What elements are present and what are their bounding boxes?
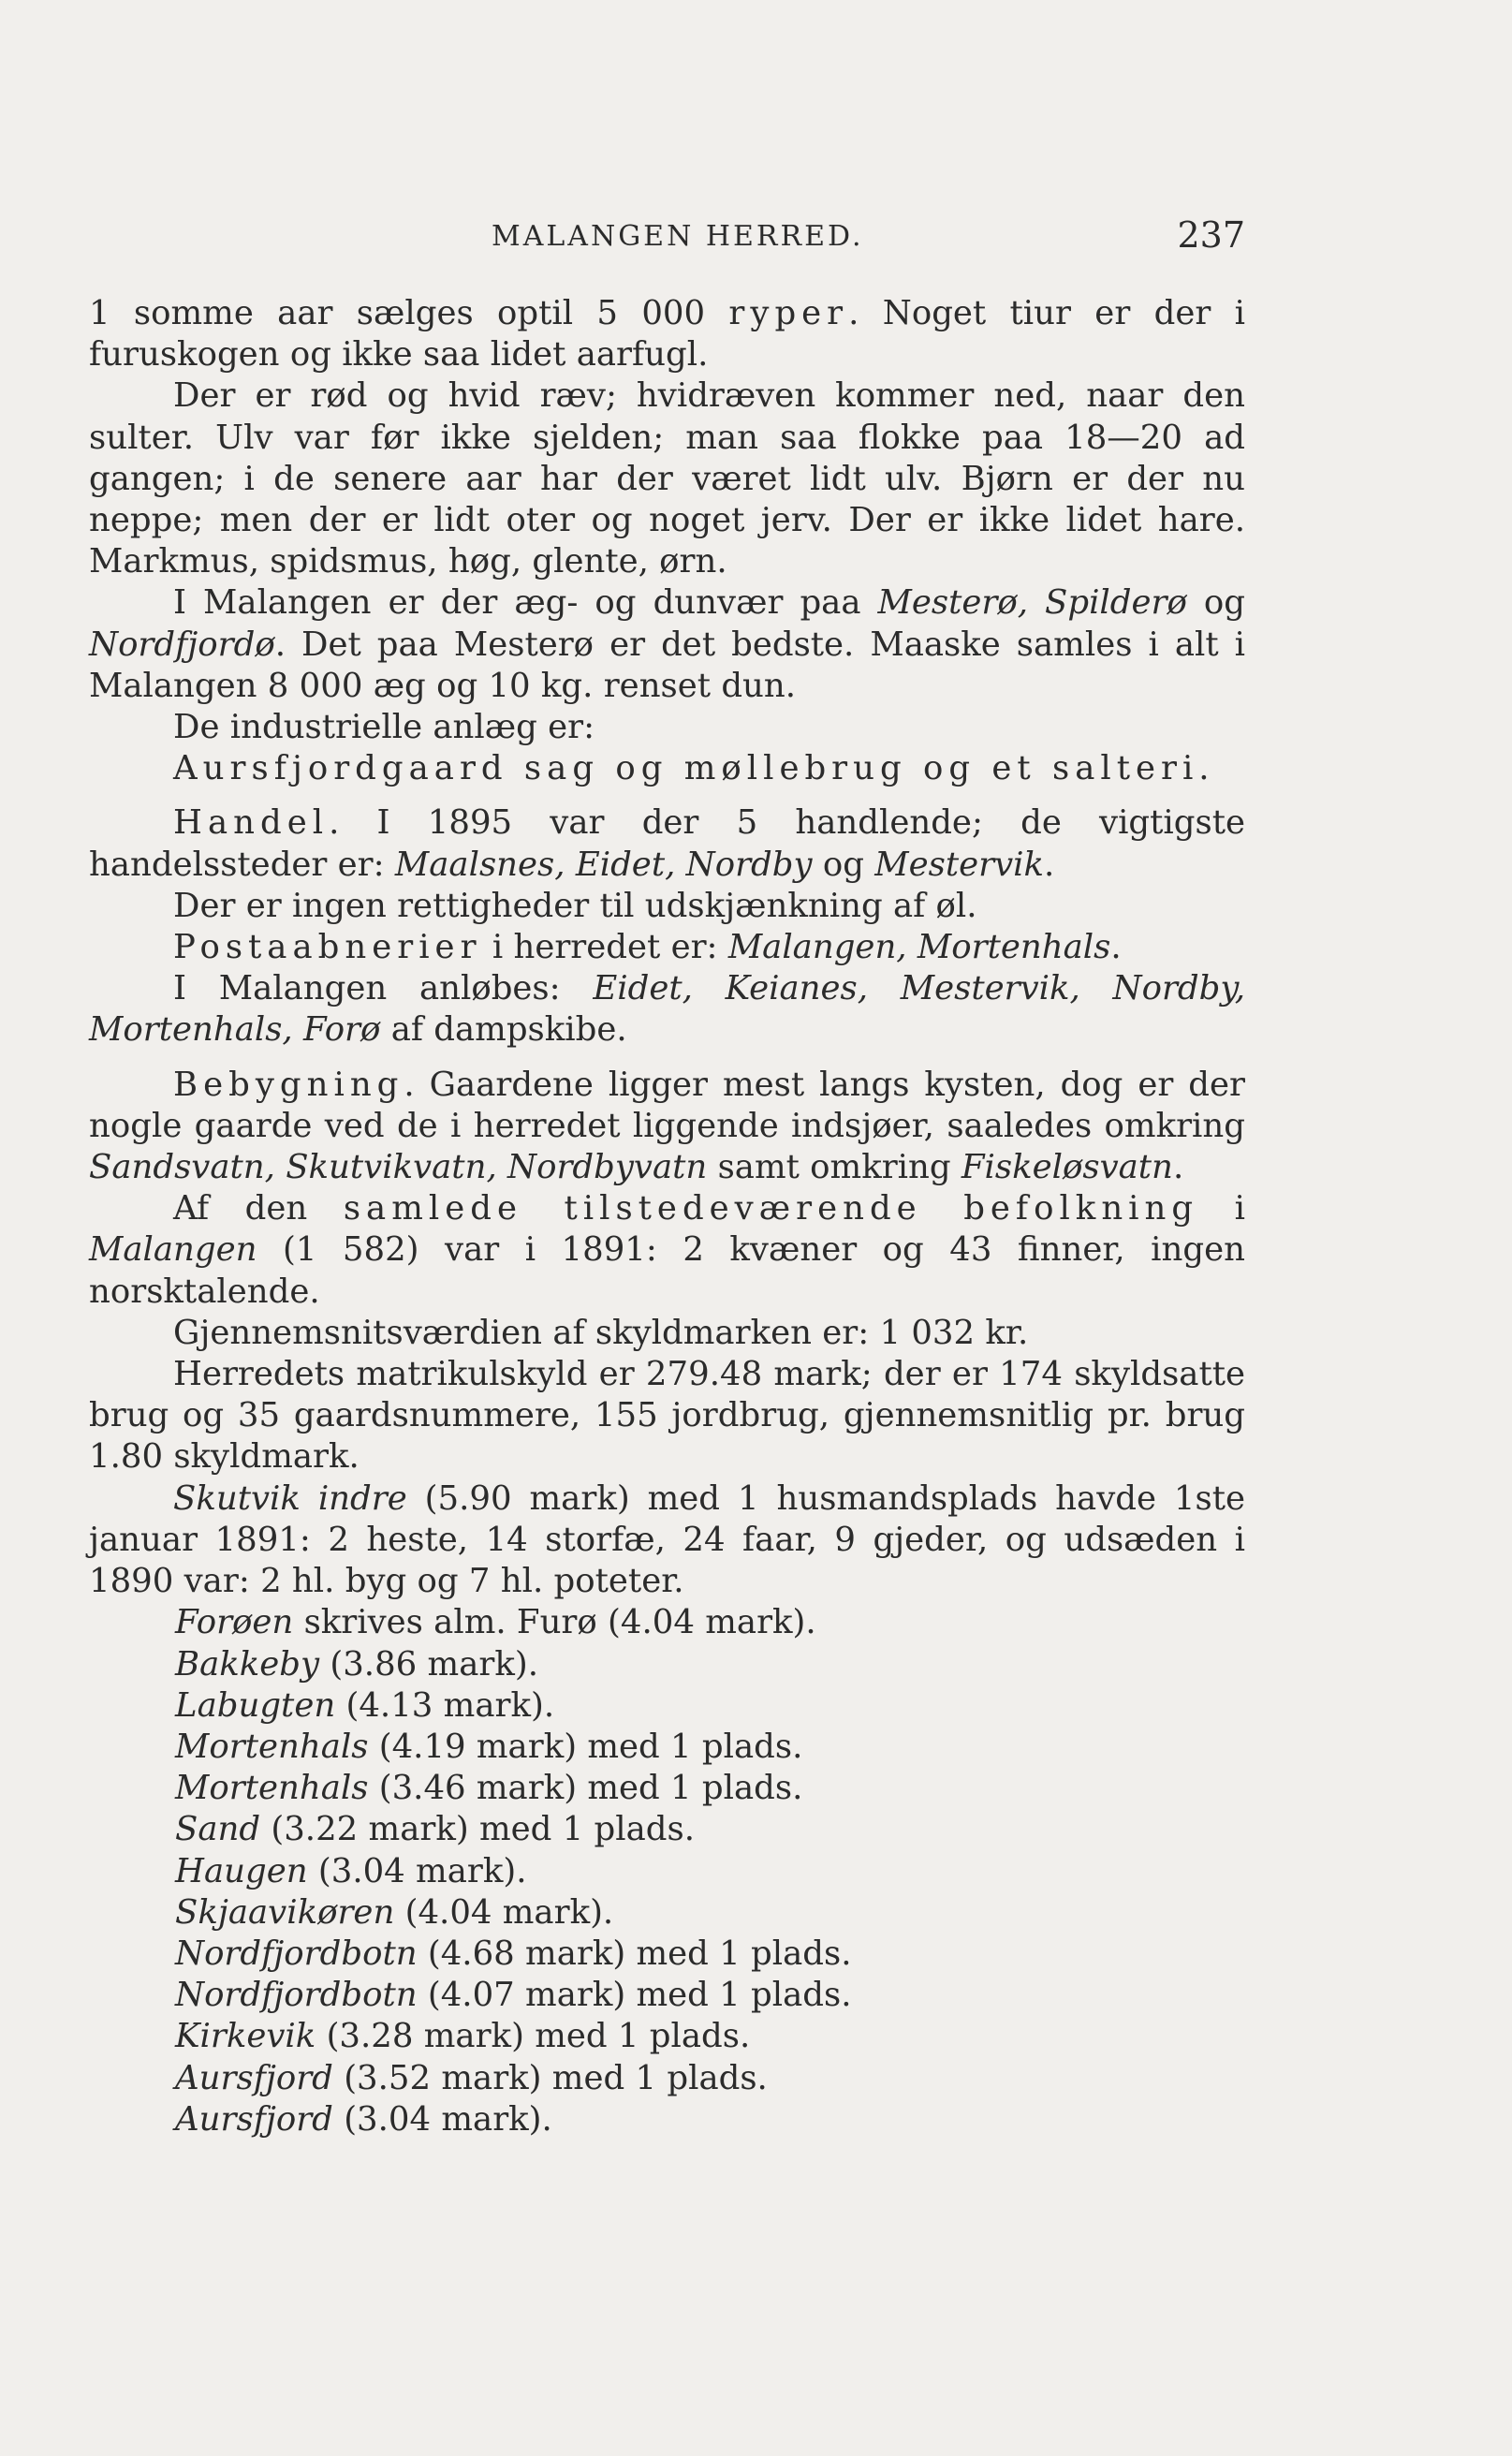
farm-entry (89, 1768, 1245, 1809)
farm-name: Haugen (175, 1851, 308, 1890)
farm-details: (3.46 mark) med 1 plads. (368, 1769, 803, 1808)
paragraph-licenses: Der er ingen rettigheder til udskjænkning af øl. (173, 886, 977, 925)
farm-entry (89, 1809, 1245, 1850)
paragraph-industry: De industrielle anlæg er: (173, 708, 595, 747)
page-header (89, 214, 1245, 261)
farm-name: Labugten (175, 1685, 336, 1725)
paragraph-game: 1 somme aar sælges optil 5 000 ryper. Noget tiur er der i furuskogen og ikke saa lidet aarfugl. (89, 294, 1246, 375)
paragraph-trade: Handel. I 1895 var der 5 handlende; de vigtigste handelssteder er: Maalsnes, Eidet, Nordby og Mestervik. (89, 803, 1245, 884)
farm-name: Forøen (175, 1603, 294, 1642)
farm-details: (3.04 mark). (307, 1851, 527, 1890)
farm-entry (89, 2058, 1245, 2099)
paragraph-population: Af den samlede tilstedeværende befolkning i Malangen (1 582) var i 1891: 2 kvæner og 43 finner, ingen norsktalende. (89, 1189, 1246, 1311)
farm-entry (89, 1851, 1245, 1892)
paragraph-industry-list: Aursfjordgaard sag og møllebrug og et salteri. (173, 749, 1215, 788)
farm-entry (89, 1975, 1245, 2016)
farm-details: (3.28 mark) med 1 plads. (316, 2017, 751, 2056)
farm-list (89, 1602, 1245, 2140)
farm-name: Mortenhals (175, 1769, 369, 1808)
farm-details: (3.04 mark). (332, 2099, 552, 2139)
farm-name: Aursfjord (175, 2099, 333, 2139)
farm-entry (89, 2016, 1245, 2057)
running-title: MALANGEN HERRED. (492, 220, 864, 253)
farm-name: Sand (175, 1810, 261, 1849)
paragraph-animals: Der er rød og hvid ræv; hvidræven kommer ned, naar den sulter. Ulv var før ikke sjelden; man saa flokke paa 18—20 ad gangen; i de senere aar har der været lidt ulv. Bjørn er der nu neppe; men der er lidt oter og noget jerv. Der er ikke lidet hare. Markmus, spidsmus, høg, glente, ørn. (89, 376, 1245, 581)
farm-name: Bakkeby (175, 1644, 320, 1684)
paragraph-steamers: I Malangen anløbes: Eidet, Keianes, Mestervik, Nordby, Mortenhals, Forø af dampskibe. (89, 969, 1245, 1050)
farm-details: (4.13 mark). (335, 1685, 555, 1725)
paragraph-skutvik: Skutvik indre (5.90 mark) med 1 husmandsplads havde 1ste januar 1891: 2 heste, 14 storfæ, 24 faar, 9 gjeder, og udsæden i 1890 var: 2 hl. byg og 7 hl. poteter. (89, 1478, 1246, 1601)
farm-entry (89, 1685, 1245, 1727)
farm-details: (4.07 mark) med 1 plads. (417, 1976, 852, 2015)
farm-name: Mortenhals (175, 1727, 369, 1766)
farm-entry (89, 1644, 1245, 1685)
farm-details: (3.22 mark) med 1 plads. (260, 1810, 696, 1849)
farm-details: (4.04 mark). (394, 1892, 614, 1932)
farm-entry (89, 1934, 1245, 1975)
farm-details: (4.68 mark) med 1 plads. (417, 1934, 852, 1973)
farm-name: Aursfjord (175, 2058, 333, 2097)
farm-details: (4.19 mark) med 1 plads. (368, 1727, 803, 1766)
paragraph-settlement: Bebygning. Gaardene ligger mest langs kysten, dog er der nogle gaarde ved de i herredet liggende indsjøer, saaledes omkring Sandsvatn, Skutvikvatn, Nordbyvatn samt omkring Fiskeløsvatn. (89, 1065, 1245, 1187)
paragraph-cadastral: Herredets matrikulskyld er 279.48 mark; der er 174 skyldsatte brug og 35 gaardsnummere, 155 jordbrug, gjennemsnitlig pr. brug 1.80 skyldmark. (89, 1355, 1245, 1477)
farm-entry (89, 1892, 1245, 1934)
paragraph-post-offices: Postaabnerier i herredet er: Malangen, Mortenhals. (173, 928, 1122, 967)
page-number: 237 (1177, 214, 1245, 256)
farm-name: Kirkevik (175, 2017, 316, 2056)
farm-details: (3.52 mark) med 1 plads. (332, 2058, 768, 2097)
farm-name: Skjaavikøren (175, 1892, 395, 1932)
body-text (89, 293, 1245, 2140)
farm-entry (89, 1602, 1245, 1643)
farm-details: (3.86 mark). (319, 1644, 538, 1684)
farm-details: skrives alm. Furø (4.04 mark). (293, 1603, 816, 1642)
farm-entry (89, 2099, 1245, 2140)
paragraph-eggs-down: I Malangen er der æg- og dunvær paa Mesterø, Spilderø og Nordfjordø. Det paa Mesterø er det bedste. Maaske samles i alt i Malangen 8 000 æg og 10 kg. renset dun. (89, 583, 1246, 705)
paragraph-average-value: Gjennemsnitsværdien af skyldmarken er: 1 032 kr. (173, 1313, 1029, 1352)
farm-name: Nordfjordbotn (175, 1976, 418, 2015)
farm-name: Nordfjordbotn (175, 1934, 418, 1973)
farm-entry (89, 1727, 1245, 1768)
